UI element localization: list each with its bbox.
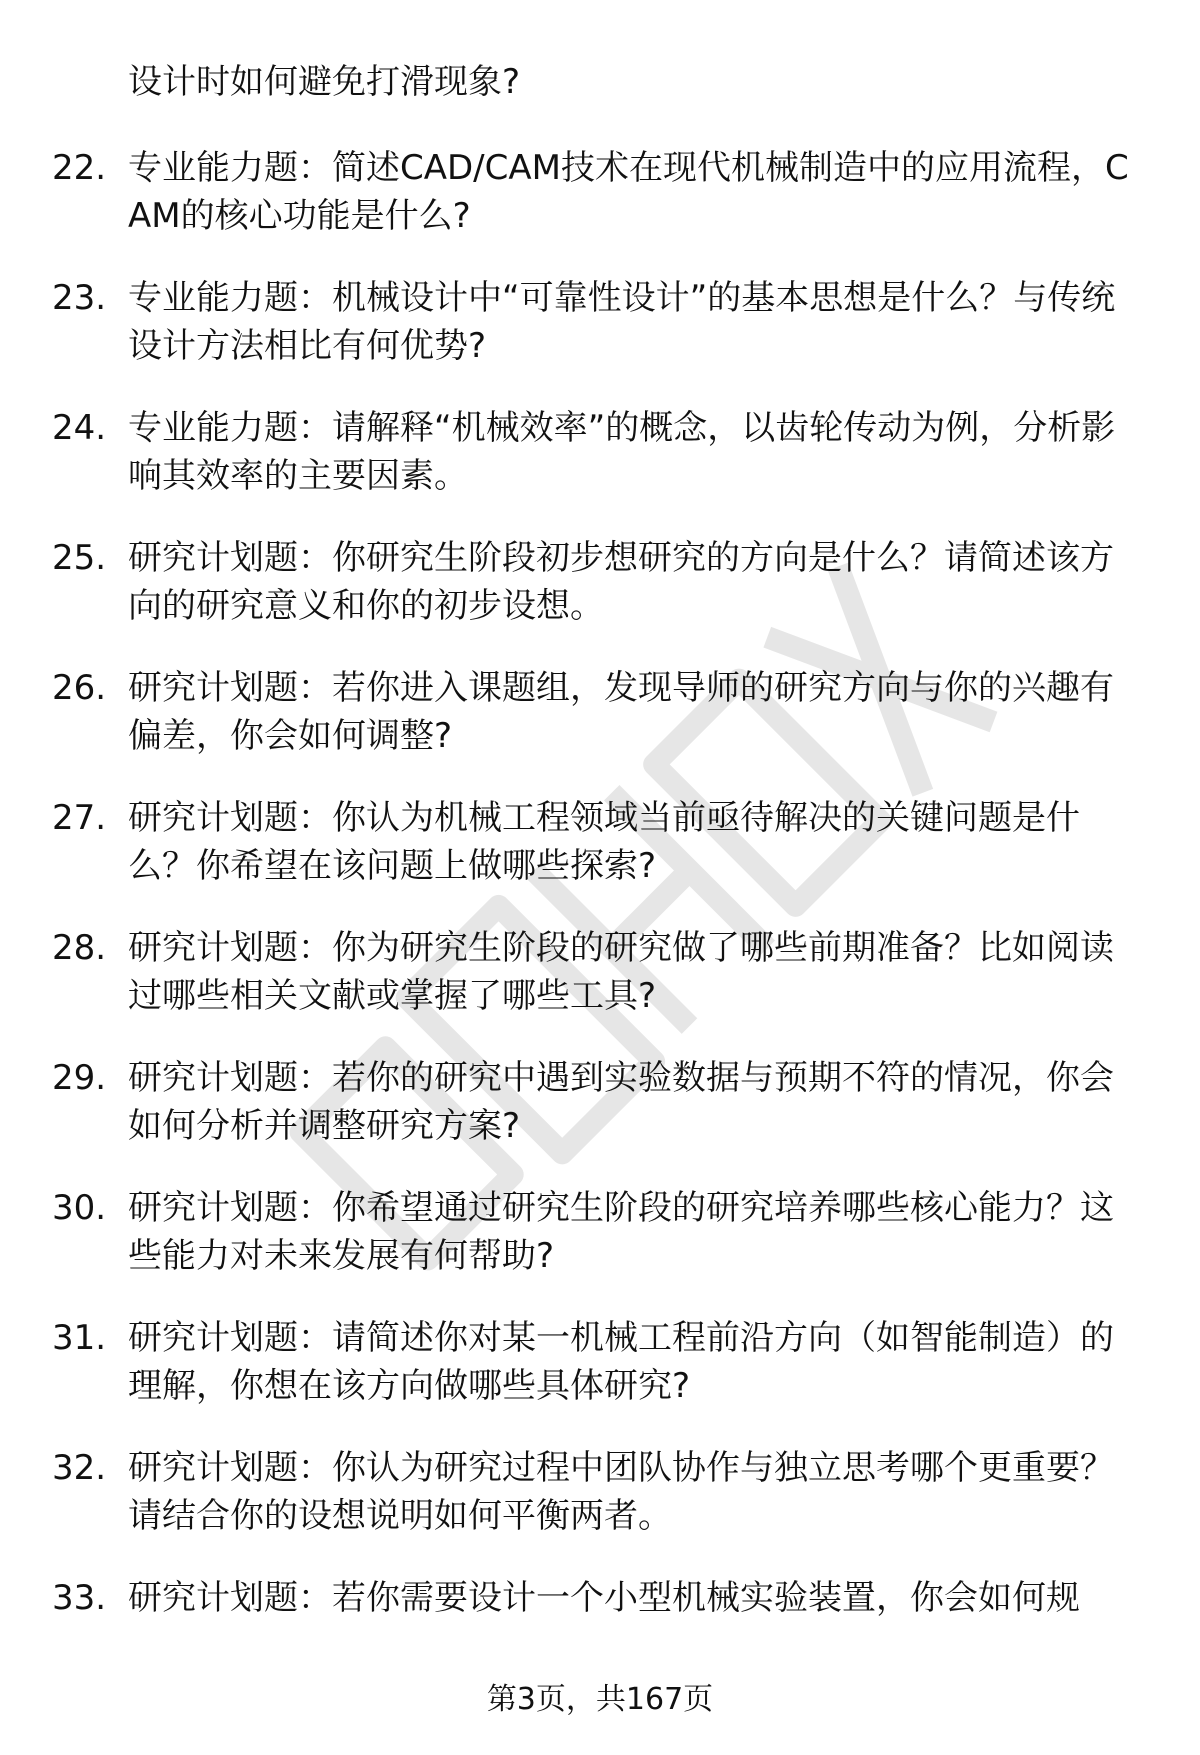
question-number: 23. — [52, 278, 107, 318]
question-number: 24. — [52, 408, 107, 448]
question-text: 研究计划题：若你的研究中遇到实验数据与预期不符的情况，你会如何分析并调整研究方案? — [128, 1058, 1114, 1146]
question-item — [0, 1438, 1200, 1568]
question-item — [0, 658, 1200, 788]
question-text: 专业能力题：请解释“机械效率”的概念，以齿轮传动为例，分析影响其效率的主要因素。 — [128, 408, 1116, 496]
question-text: 研究计划题：你认为机械工程领域当前亟待解决的关键问题是什么？你希望在该问题上做哪些探索? — [128, 798, 1080, 886]
question-number: 25. — [52, 538, 107, 578]
question-text: 研究计划题：若你需要设计一个小型机械实验装置，你会如何规 — [128, 1578, 1080, 1618]
question-text: 研究计划题：你希望通过研究生阶段的研究培养哪些核心能力？这些能力对未来发展有何帮助? — [128, 1188, 1114, 1276]
question-number: 30. — [52, 1188, 107, 1228]
question-list — [0, 138, 1200, 1698]
question-number: 28. — [52, 928, 107, 968]
question-number: 22. — [52, 148, 107, 188]
question-number: 31. — [52, 1318, 107, 1358]
question-text: 专业能力题：机械设计中“可靠性设计”的基本思想是什么？与传统设计方法相比有何优势? — [128, 278, 1116, 366]
question-item — [0, 398, 1200, 528]
question-item — [0, 1048, 1200, 1178]
question-number: 26. — [52, 668, 107, 708]
question-text: 研究计划题：你为研究生阶段的研究做了哪些前期准备？比如阅读过哪些相关文献或掌握了哪些工具? — [128, 928, 1114, 1016]
question-item — [0, 1178, 1200, 1308]
question-text: 研究计划题：若你进入课题组，发现导师的研究方向与你的兴趣有偏差，你会如何调整? — [128, 668, 1114, 756]
question-item — [0, 1568, 1200, 1698]
question-number: 27. — [52, 798, 107, 838]
question-item — [0, 788, 1200, 918]
question-item — [0, 1308, 1200, 1438]
question-number: 29. — [52, 1058, 107, 1098]
question-number: 32. — [52, 1448, 107, 1488]
question-item — [0, 918, 1200, 1048]
question-text: 研究计划题：你研究生阶段初步想研究的方向是什么？请简述该方向的研究意义和你的初步设想。 — [128, 538, 1114, 626]
question-item — [0, 528, 1200, 658]
question-text: 研究计划题：请简述你对某一机械工程前沿方向（如智能制造）的理解，你想在该方向做哪些具体研究? — [128, 1318, 1114, 1406]
question-text: 专业能力题：简述CAD/CAM技术在现代机械制造中的应用流程，CAM的核心功能是什么? — [128, 148, 1129, 236]
page-footer: 第3页，共167页 — [486, 1682, 714, 1717]
question-text: 研究计划题：你认为研究过程中团队协作与独立思考哪个更重要？请结合你的设想说明如何平衡两者。 — [128, 1448, 1114, 1536]
question-item — [0, 268, 1200, 398]
question-item — [0, 138, 1200, 268]
question-number: 33. — [52, 1578, 107, 1618]
continuation-text: 设计时如何避免打滑现象? — [128, 62, 521, 102]
